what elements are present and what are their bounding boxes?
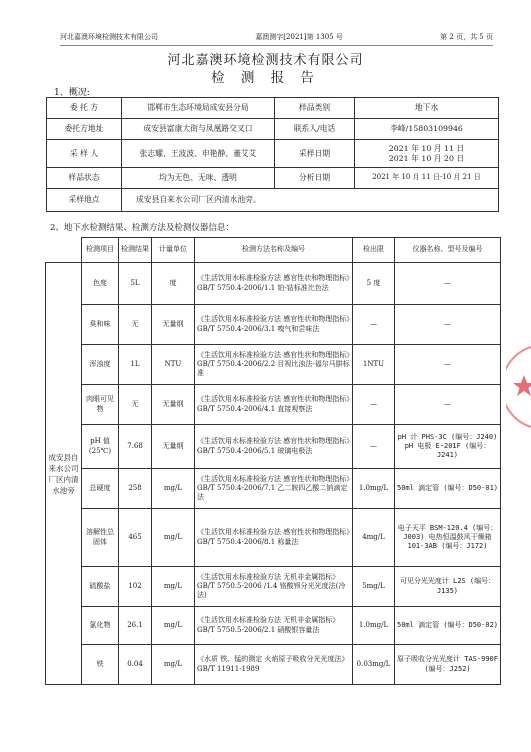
- limit-cell: 1.0mg/L: [353, 469, 395, 509]
- unit-cell: mg/L: [152, 607, 195, 645]
- limit-cell: 1NTU: [353, 345, 395, 385]
- limit-cell: —: [353, 385, 395, 425]
- item-cell: 臭和味: [82, 305, 119, 345]
- unit-cell: 无量纲: [152, 305, 195, 345]
- result-cell: 1L: [119, 345, 152, 385]
- item-cell: 铁: [82, 645, 119, 685]
- table-row: [46, 385, 501, 425]
- result-cell: 0.04: [119, 645, 152, 685]
- sample-type-label: 样品类别: [275, 98, 355, 119]
- method-cell: 《生活饮用水标准检验方法 感官性状和物理指标》GB/T 5750.4-2006/8.1 称量法: [195, 509, 353, 567]
- address-label: 委托方地址: [47, 119, 122, 140]
- item-cell: 色度: [82, 263, 119, 305]
- analysis-date-label: 分析日期: [275, 168, 355, 189]
- unit-cell: 无量纲: [152, 385, 195, 425]
- sample-state-value: 均为无色、无味、透明: [122, 168, 275, 189]
- item-cell: 浑浊度: [82, 345, 119, 385]
- item-cell: 总硬度: [82, 469, 119, 509]
- unit-cell: mg/L: [152, 509, 195, 567]
- col-header: 检出限: [353, 238, 395, 263]
- col-header: 仪器名称、型号及编号: [395, 238, 501, 263]
- sampling-date-value: [355, 140, 499, 168]
- unit-cell: mg/L: [152, 645, 195, 685]
- instrument-cell: 电子天平 BSM-120.4 (编号：J003) 电热恒温鼓风干燥箱 101-3AB (编号：J172): [395, 509, 501, 567]
- method-cell: 《生活饮用水标准检验方法 无机非金属指标》GB/T 5750.5-2006/2.1 硝酸银容量法: [195, 607, 353, 645]
- unit-cell: 度: [152, 263, 195, 305]
- star-icon: [506, 342, 531, 432]
- client-label: 委 托 方: [47, 98, 122, 119]
- method-cell: 《生活饮用水标准检验方法 感官性状和物理指标》GB/T 5750.4-2006/5.1 玻璃电极法: [195, 425, 353, 469]
- results-header-row: [46, 238, 501, 263]
- location-cell: 成安县自来水公司厂区内清水池旁: [46, 263, 82, 685]
- section-results-heading: 2、地下水检测结果、检测方法及检测仪器信息：: [50, 223, 234, 233]
- item-cell: 硫酸盐: [82, 567, 119, 607]
- sampling-date-label: 采样日期: [275, 140, 355, 168]
- table-row: [46, 305, 501, 345]
- instrument-cell: —: [395, 385, 501, 425]
- instrument-cell: 50ml 滴定管 (编号：D50-01): [395, 469, 501, 509]
- sampling-date-1: 2021 年 10 月 11 日: [388, 144, 465, 153]
- sample-type-value: 地下水: [355, 98, 499, 119]
- method-cell: 《生活饮用水标准检验方法 无机非金属指标》GB/T 5750.5-2006 /1.4 铬酸钡分光光度法(冷法): [195, 567, 353, 607]
- table-row: [46, 469, 501, 509]
- sample-state-label: 样品状态: [47, 168, 122, 189]
- instrument-cell: —: [395, 345, 501, 385]
- unit-cell: mg/L: [152, 567, 195, 607]
- method-cell: 《生活饮用水标准检验方法 感官性状和物理指标》GB/T 5750.4-2006/2.2 目视比浊法-福尔马肼标准: [195, 345, 353, 385]
- page-number: 第 2 页，共 5 页: [440, 33, 493, 41]
- unit-cell: 无量纲: [152, 425, 195, 469]
- method-cell: 《生活饮用水标准检验方法 感官性状和物理指标》GB/T 5750.4-2006/4.1 直接观察法: [195, 385, 353, 425]
- result-cell: 102: [119, 567, 152, 607]
- contact-label: 联系人/电话: [275, 119, 355, 140]
- table-row: [46, 263, 501, 305]
- site-label: 采样地点: [47, 189, 122, 212]
- site-value: 成安县自来水公司厂区内清水池旁。: [122, 189, 499, 212]
- analysis-date-value: 2021 年 10 月 11 日-10 月 21 日: [355, 168, 499, 189]
- report-number: 嘉澳测字[2021]第 1305 号: [255, 33, 343, 41]
- sampler-label: 采 样 人: [47, 140, 122, 168]
- col-header: 计量单位: [152, 238, 195, 263]
- col-header: 检测方法名称及编号: [195, 238, 353, 263]
- page-header: [60, 31, 493, 46]
- instrument-cell: 50ml 滴定管 (编号：D50-02): [395, 607, 501, 645]
- result-cell: 465: [119, 509, 152, 567]
- table-row: [46, 509, 501, 567]
- item-cell: 氯化物: [82, 607, 119, 645]
- instrument-cell: 原子吸收分光光度计 TAS-990F (编号：J252): [395, 645, 501, 685]
- company-title: 河北嘉澳环境检测技术有限公司: [167, 53, 364, 68]
- col-header: 检测结果: [119, 238, 152, 263]
- method-cell: 《生活饮用水标准检验方法 感官性状和物理指标》GB/T 5750.4-2006/3.1 嗅气和尝味法: [195, 305, 353, 345]
- overview-table: [46, 97, 499, 212]
- table-row: [46, 425, 501, 469]
- limit-cell: —: [353, 425, 395, 469]
- instrument-cell: pH 计 PHS-3C (编号：J240) pH 电极 E-201F (编号：J241): [395, 425, 501, 469]
- instrument-cell: —: [395, 263, 501, 305]
- table-row: [46, 607, 501, 645]
- section-overview-heading: 1、概况:: [54, 88, 90, 98]
- unit-cell: NTU: [152, 345, 195, 385]
- contact-value: 李峰/15803109946: [355, 119, 499, 140]
- unit-cell: mg/L: [152, 469, 195, 509]
- table-row: [46, 345, 501, 385]
- method-cell: 《生活饮用水标准检验方法 感官性状和物理指标》GB/T 5750.4-2006/1.1 铂-钴标准比色法: [195, 263, 353, 305]
- result-cell: 258: [119, 469, 152, 509]
- result-cell: 无: [119, 305, 152, 345]
- item-cell: 肉眼可见物: [82, 385, 119, 425]
- results-table: [45, 237, 501, 685]
- col-header: 检测项目: [82, 238, 119, 263]
- limit-cell: 5 度: [353, 263, 395, 305]
- result-cell: 5L: [119, 263, 152, 305]
- header-company: 河北嘉澳环境检测技术有限公司: [60, 33, 158, 41]
- seal-stamp: [506, 342, 531, 432]
- limit-cell: —: [353, 305, 395, 345]
- report-title: 检 测 报 告: [211, 70, 320, 86]
- limit-cell: 4mg/L: [353, 509, 395, 567]
- result-cell: 26.1: [119, 607, 152, 645]
- client-value: 邯郸市生态环境局成安县分局: [122, 98, 275, 119]
- item-cell: pH 值(25℃): [82, 425, 119, 469]
- address-value: 成安县富康大街与凤凰路交叉口: [122, 119, 275, 140]
- limit-cell: 0.03mg/L: [353, 645, 395, 685]
- table-row: [46, 645, 501, 685]
- item-cell: 溶解性总固体: [82, 509, 119, 567]
- result-cell: 7.68: [119, 425, 152, 469]
- table-row: [46, 567, 501, 607]
- limit-cell: 1.0mg/L: [353, 607, 395, 645]
- sampler-value: 张志耀、王波波、申艳静、董艾艾: [122, 140, 275, 168]
- method-cell: 《生活饮用水标准检验方法 感官性状和物理指标》GB/T 5750.4-2006/7.1 乙二胺四乙酸二钠滴定法: [195, 469, 353, 509]
- sampling-date-2: 2021 年 10 月 20 日: [388, 153, 465, 163]
- method-cell: 《水质 铁、锰的测定 火焰原子吸收分光光度法》 GB/T 11911-1989: [195, 645, 353, 685]
- instrument-cell: —: [395, 305, 501, 345]
- result-cell: 无: [119, 385, 152, 425]
- limit-cell: 5mg/L: [353, 567, 395, 607]
- instrument-cell: 可见分光光度计 L2S (编号：J135): [395, 567, 501, 607]
- corner-cell: [46, 238, 82, 263]
